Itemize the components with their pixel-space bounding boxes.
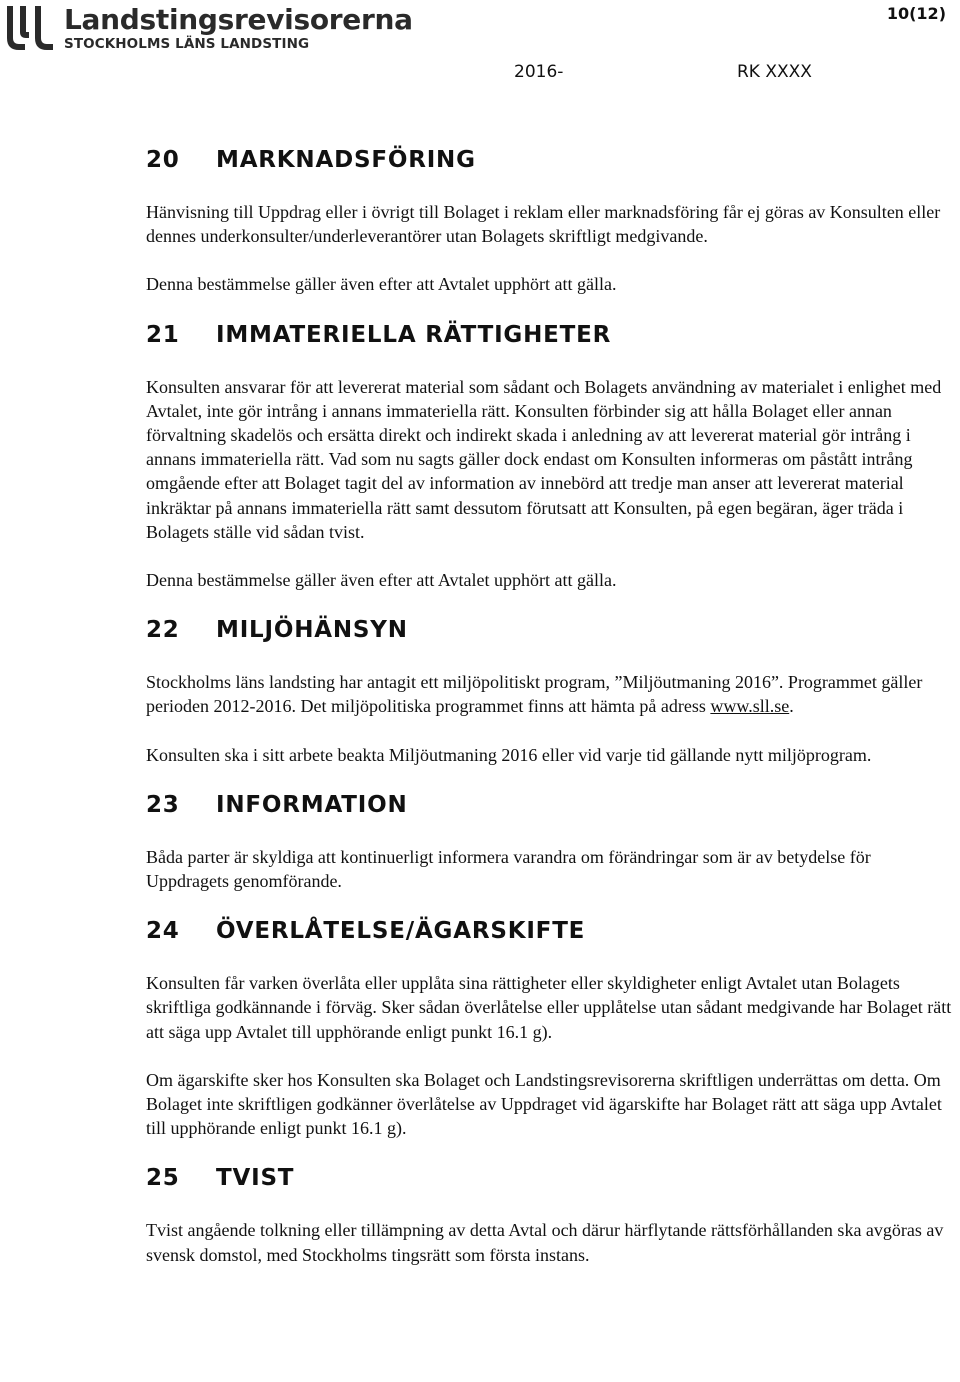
section-number: 22 [146,617,180,644]
paragraph: Denna bestämmelse gäller även efter att Avtalet upphört att gälla. [146,570,617,591]
section-25 [146,1158,958,1266]
document-reference: RK XXXX [737,62,812,82]
paragraph: Båda parter är skyldiga att kontinuerligt informera varandra om förändringar som är av betydelse för Uppdragets genomförande. [146,846,871,892]
section-title: MILJÖHÄNSYN [216,617,408,644]
section-title: IMMATERIELLA RÄTTIGHETER [216,321,612,348]
section-heading [146,610,958,650]
section-22 [146,610,958,767]
section-heading [146,911,958,951]
section-title: TVIST [216,1165,295,1192]
section-heading [146,140,958,180]
paragraph: Tvist angående tolkning eller tillämpning av detta Avtal och därur härflytande rättsförhållanden ska avgöras av svensk domstol, med Stockholms tingsrätt som första instans. [146,1220,944,1265]
section-heading [146,1158,958,1198]
section-title: INFORMATION [216,791,408,818]
section-24 [146,911,958,1140]
landstingsrevisorerna-logo-icon [4,4,58,54]
document-body [146,140,958,1267]
logo-subtitle: STOCKHOLMS LÄNS LANDSTING [64,36,310,52]
section-number: 21 [146,321,180,348]
section-number: 24 [146,918,180,945]
sll-website-link[interactable]: www.sll.se [710,696,790,717]
section-heading [146,785,958,825]
section-number: 23 [146,791,180,818]
paragraph: Hänvisning till Uppdrag eller i övrigt till Bolaget i reklam eller marknadsföring får ej göras av Konsulten eller dennes underkonsulter/underleverantörer utan Bolagets skriftligt medgivande. [146,202,941,247]
paragraph-text: Stockholms läns landsting har antagit ett miljöpolitiskt program, ”Miljöutmaning 2016”. Programmet gäller perioden 2012-2016. Det miljöpolitiska programmet finns att hämta på adress [146,672,923,717]
section-20 [146,140,958,297]
paragraph [146,670,958,718]
section-23 [146,785,958,893]
section-number: 25 [146,1165,180,1192]
paragraph-text: . [789,696,794,717]
logo-name: Landstingsrevisorerna [64,3,413,36]
page-number: 10(12) [886,4,946,23]
section-heading [146,315,958,355]
section-title: ÖVERLÅTELSE/ÄGARSKIFTE [216,918,586,945]
section-title: MARKNADSFÖRING [216,147,476,173]
section-number: 20 [146,147,180,173]
logo [4,4,413,56]
section-21 [146,315,958,593]
paragraph: Denna bestämmelse gäller även efter att Avtalet upphört att gälla. [146,274,617,295]
paragraph: Konsulten ska i sitt arbete beakta Miljöutmaning 2016 eller vid varje tid gällande nytt miljöprogram. [146,744,872,765]
document-date: 2016- [514,62,564,82]
paragraph: Konsulten får varken överlåta eller upplåta sina rättigheter eller skyldigheter enligt Avtalet utan Bolagets skriftliga godkännande i förväg. Sker sådan överlåtelse eller upplåtelse utan sådant medgivande har Bolaget rätt att säga upp Avtalet till upphörande enligt punkt 16.1 g). [146,973,952,1042]
paragraph: Konsulten ansvarar för att levererat material som sådant och Bolagets användning av materialet i enlighet med Avtalet, inte gör intrång i annans immateriella rätt. Konsulten förbinder sig att hålla Bolaget eller annan förvaltning skadelös och ersätta direkt och indirekt skada i anledning av att levererat material gör intrång i annans immateriella rätt. Vad som nu sagts gäller dock endast om Konsulten informeras om påstått intrång omgående efter att Bolaget tagit del av information av innebörd att tredje man anser att levererat material inkräktar på annans immateriella rätt samt dessutom förutsatt att Konsulten, på egen begäran, äger träda i Bolagets ställe vid sådan tvist. [146,376,942,542]
paragraph: Om ägarskifte sker hos Konsulten ska Bolaget och Landstingsrevisorerna skriftligen underrättas om detta. Om Bolaget inte skriftligen godkänner överlåtelse av Uppdraget vid ägarskifte har Bolaget rätt att säga upp Avtalet till upphörande enligt punkt 16.1 g). [146,1069,942,1139]
